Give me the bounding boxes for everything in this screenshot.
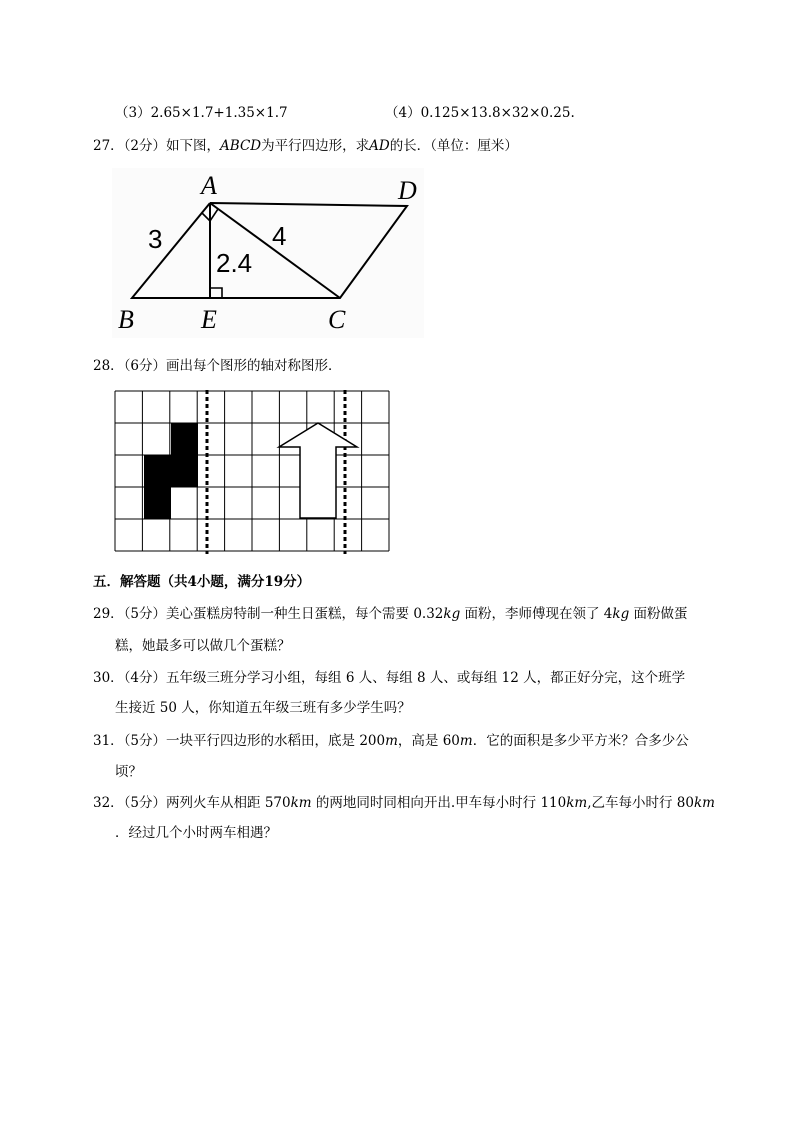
vertex-label-c: C <box>328 305 346 334</box>
parallelogram-figure <box>112 168 424 338</box>
q29-text-c: 面粉做蛋 <box>629 606 688 622</box>
q27-text-a: 如下图， <box>166 138 221 154</box>
q27-stem <box>93 136 518 156</box>
side-ac-length: 4 <box>272 221 287 251</box>
question-number: 30． <box>93 670 124 686</box>
question-number: 28． <box>93 358 124 374</box>
q30-line2: 生接近 50 人，你知道五年级三班有多少学生吗？ <box>115 700 411 716</box>
q29-line2: 糕，她最多可以做几个蛋糕？ <box>115 638 291 654</box>
score: （2分） <box>123 138 167 154</box>
black-block-middle <box>144 455 198 487</box>
unit-kg: kg <box>612 606 630 622</box>
vertex-label-e: E <box>201 305 217 334</box>
symmetry-grid-figure <box>114 390 390 554</box>
q31-line2: 顷？ <box>115 764 142 780</box>
abcd-label: ABCD <box>220 138 262 154</box>
q32-text-b: 的两地同时同相向开出.甲车每小时行 110 <box>311 795 567 811</box>
unit-km: km <box>290 795 312 811</box>
q32-text-c: ,乙车每小时行 80 <box>587 795 694 811</box>
question-number: 27． <box>93 138 124 154</box>
q28-text: 画出每个图形的轴对称图形． <box>166 358 342 374</box>
q30-text: 五年级三班分学习小组，每组 6 人、每组 8 人、或每组 12 人，都正好分完，这个班学 <box>166 670 686 686</box>
q27-text-c: 的长．（单位：厘米） <box>389 138 518 154</box>
score: （5分） <box>123 795 167 811</box>
q27-text-b: 为平行四边形，求 <box>261 138 370 154</box>
q31-text-b: ，高是 60 <box>397 733 460 749</box>
height-ae-length: 2.4 <box>216 248 253 278</box>
score: （4分） <box>123 670 167 686</box>
unit-m: m <box>459 733 473 749</box>
q30-line1 <box>93 668 685 688</box>
q26-part3: （3）2.65×1.7+1.35×1.7 <box>115 105 288 121</box>
score: （6分） <box>123 358 167 374</box>
unit-km: km <box>566 795 588 811</box>
score: （5分） <box>123 606 167 622</box>
q31-line1 <box>93 731 689 751</box>
unit-m: m <box>385 733 398 749</box>
q32-line1 <box>93 793 715 813</box>
vertex-label-b: B <box>118 305 134 334</box>
black-block-upper <box>171 423 198 455</box>
side-ab-length: 3 <box>148 224 163 254</box>
ad-label: AD <box>369 138 390 154</box>
score: （5分） <box>123 733 167 749</box>
q31-text-a: 一块平行四边形的水稻田，底是 200 <box>166 733 386 749</box>
question-number: 29． <box>93 606 124 622</box>
q26-part4: （4）0.125×13.8×32×0.25. <box>385 105 575 121</box>
section-heading: 五．解答题（共4小题，满分19分） <box>93 574 311 590</box>
q29-line1 <box>93 604 688 624</box>
vertex-label-d: D <box>398 176 417 205</box>
unit-km: km <box>693 795 715 811</box>
vertex-label-a: A <box>201 171 217 200</box>
q32-text-a: 两列火车从相距 570 <box>166 795 291 811</box>
q29-text-b: 面粉，李师傅现在领了 4 <box>460 606 613 622</box>
unit-kg: kg <box>443 606 461 622</box>
q32-line2: ．经过几个小时两车相遇？ <box>115 825 277 841</box>
black-block-lower <box>144 487 171 519</box>
question-number: 31． <box>93 733 124 749</box>
q28-stem <box>93 356 342 376</box>
question-number: 32． <box>93 795 124 811</box>
q29-text-a: 美心蛋糕房特制一种生日蛋糕，每个需要 0.32 <box>166 606 444 622</box>
q31-text-c: ．它的面积是多少平方米？合多少公 <box>472 733 689 749</box>
